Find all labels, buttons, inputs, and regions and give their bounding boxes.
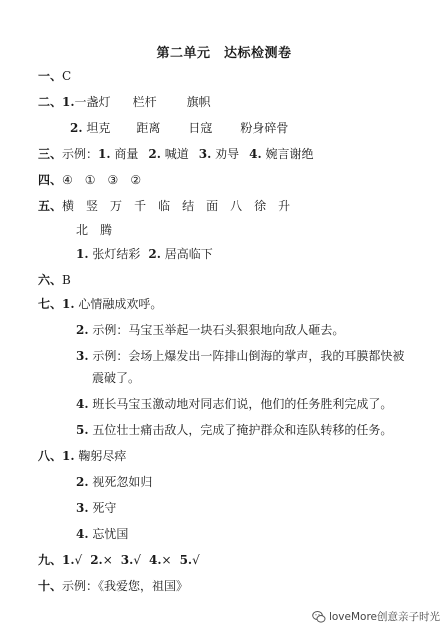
section-number: 六、	[38, 273, 63, 287]
item-number: 1.	[62, 95, 75, 109]
answer: √	[133, 553, 141, 567]
answer: ①	[84, 173, 96, 187]
section-7-item-2	[76, 322, 344, 338]
watermark	[312, 609, 440, 624]
section-5-row-2	[76, 222, 112, 238]
answer: 居高临下	[164, 247, 213, 261]
answer: 张灯结彩	[92, 247, 141, 261]
answer: 视死忽如归	[92, 475, 153, 489]
section-3	[38, 146, 314, 162]
section-5-row-1	[38, 198, 290, 214]
answer: 栏杆	[132, 95, 157, 109]
section-5-row-3	[76, 246, 213, 262]
item-number: 1.	[62, 553, 75, 567]
answer: 示例：马宝玉举起一块石头狠狠地向敌人砸去。	[92, 323, 345, 337]
answer: 鞠躬尽瘁	[78, 449, 127, 463]
section-8-item-2	[76, 474, 152, 490]
section-7-item-3-cont	[92, 370, 140, 386]
item-number: 3.	[76, 501, 89, 515]
section-10	[38, 578, 188, 594]
item-number: 2.	[148, 247, 161, 261]
answer-char: 万	[110, 199, 123, 213]
item-number: 2.	[70, 121, 83, 135]
answer: 班长马宝玉激动地对同志们说，他们的任务胜利完成了。	[92, 397, 393, 411]
answer: ×	[161, 553, 172, 567]
answer: √	[192, 553, 200, 567]
section-7-item-5	[76, 422, 392, 438]
answer: ③	[107, 173, 119, 187]
item-number: 4.	[148, 553, 162, 567]
answer-char: 结	[182, 199, 195, 213]
item-number: 2.	[90, 553, 103, 567]
wechat-icon	[312, 610, 326, 624]
item-number: 1.	[98, 147, 111, 161]
answer-char: 千	[134, 199, 147, 213]
answer: 旗帜	[186, 95, 211, 109]
answer: 婉言谢绝	[265, 147, 314, 161]
answer-char: 竖	[86, 199, 99, 213]
item-number: 2.	[76, 323, 89, 337]
item-number: 3.	[198, 147, 212, 161]
answer-char: 北	[76, 223, 89, 237]
page-title: 第二单元 达标检测卷	[156, 46, 292, 61]
section-number: 九、	[38, 553, 63, 567]
item-number: 3.	[76, 349, 89, 363]
answer: 震破了。	[92, 371, 141, 385]
item-number: 2.	[148, 147, 161, 161]
answer: 死守	[92, 501, 117, 515]
answer: 示例：《我爱您，祖国》	[62, 579, 189, 593]
answer: 喊道	[164, 147, 189, 161]
answer-char: 升	[278, 199, 291, 213]
answer-char: 横	[62, 199, 75, 213]
section-7-item-4	[76, 396, 392, 412]
section-4	[38, 172, 141, 188]
item-number: 4.	[249, 147, 262, 161]
answer: 五位壮士痛击敌人，完成了掩护群众和连队转移的任务。	[92, 423, 393, 437]
section-number: 七、	[38, 297, 63, 311]
section-7-item-3	[76, 348, 404, 364]
section-8-item-3	[76, 500, 116, 516]
watermark-text: loveMore创意亲子时光	[328, 611, 440, 623]
item-number: 5.	[76, 423, 89, 437]
section-8-item-4	[76, 526, 128, 542]
answer-char: 面	[206, 199, 219, 213]
answer: 示例：会场上爆发出一阵排山倒海的掌声，我的耳膜都快被	[92, 349, 405, 363]
section-number: 二、	[38, 95, 63, 109]
answer: 劝导	[215, 147, 240, 161]
answer-char: 八	[230, 199, 243, 213]
item-number: 2.	[76, 475, 89, 489]
answer: ②	[130, 173, 142, 187]
item-number: 4.	[76, 527, 89, 541]
answer: 坦克	[86, 121, 111, 135]
answer-char: 徐	[254, 199, 267, 213]
answer-char: 腾	[100, 223, 113, 237]
section-7-item-1	[38, 296, 162, 312]
answer: ④	[62, 173, 73, 187]
answer: 距离	[136, 121, 161, 135]
section-number: 四、	[38, 173, 63, 187]
answer: 日寇	[188, 121, 213, 135]
section-number: 五、	[38, 199, 63, 213]
answer: ×	[102, 553, 113, 567]
answer-char: 临	[158, 199, 171, 213]
item-number: 1.	[62, 297, 75, 311]
section-number: 八、	[38, 449, 63, 463]
example-prefix: 示例：	[62, 147, 99, 161]
item-number: 3.	[120, 553, 134, 567]
section-8-item-1	[38, 448, 126, 464]
section-number: 一、	[38, 69, 63, 83]
answer: √	[74, 553, 83, 567]
section-2-row-1	[38, 94, 211, 110]
item-number: 5.	[179, 553, 193, 567]
section-number: 三、	[38, 147, 63, 161]
answer: C	[62, 69, 72, 83]
answer: 忘忧国	[92, 527, 129, 541]
section-1	[38, 68, 71, 84]
answer: B	[62, 273, 71, 287]
item-number: 4.	[76, 397, 89, 411]
item-number: 1.	[62, 449, 75, 463]
item-number: 1.	[76, 247, 89, 261]
section-number: 十、	[38, 579, 63, 593]
answer: 心情融成欢呼。	[78, 297, 163, 311]
answer: 粉身碎骨	[240, 121, 289, 135]
section-2-row-2	[70, 120, 288, 136]
section-6	[38, 272, 71, 288]
answer: 一盏灯	[74, 95, 111, 109]
answer: 商量	[114, 147, 139, 161]
section-9	[38, 552, 200, 568]
